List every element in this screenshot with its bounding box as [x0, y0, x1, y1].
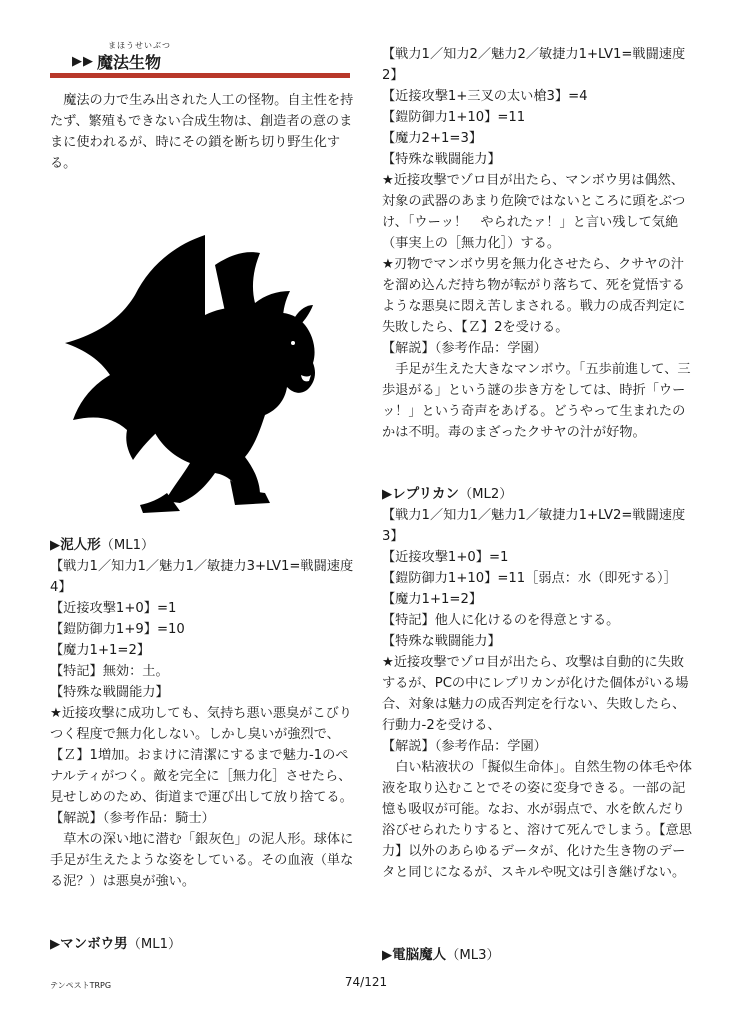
triangle-bullet-icon: ▶ [50, 937, 61, 952]
monster-ability: ★刃物でマンボウ男を無力化させたら、クサヤの汁を溜め込んだ持ち物が転がり落ちて、死を覚悟するような悪臭に悶え苦しまされる。戦力の成否判定に失敗したら、【Ｚ】2を受ける。 [382, 257, 686, 335]
monster-level: （ML1） [100, 538, 155, 553]
section-underline-bar [50, 73, 350, 78]
monster-ability-heading: 【特殊な戦闘能力】 [382, 634, 501, 649]
triangle-bullet-icon: ▶ [50, 538, 61, 553]
footer-book-title: テンペストTRPG [50, 981, 112, 990]
monster-heading [382, 484, 692, 505]
monster-commentary: 手足が生えた大きなマンボウ。「五歩前進して、三歩退がる」という謎の歩き方をしては、時折「ウーッ！」という奇声をあげる。どうやって生まれたのかは不明。毒のまざったクサヤの汁が好物。 [382, 362, 691, 440]
monster-entry-replican [382, 484, 692, 883]
monster-commentary-heading: 【解説】（参考作品：騎士） [50, 811, 215, 826]
monster-entry-doronin [50, 535, 356, 892]
monster-heading [382, 945, 692, 966]
monster-commentary: 白い粘液状の「擬似生命体」。自然生物の体毛や体液を取り込むことでその姿に変身できる。一部の記憶も吸収が可能。なお、水が弱点で、水を飲んだり浴びせられたりすると、溶けて死んでしまう。【意思力】以外のあらゆるデータが、化けた生き物のデータと同じになるが、スキルや呪文は引き継げない。 [382, 760, 692, 880]
triangle-bullet-icon: ▶ [382, 948, 393, 963]
monster-ability-heading: 【特殊な戦闘能力】 [382, 152, 501, 167]
monster-magic: 【魔力2+1=3】 [382, 131, 483, 146]
monster-ability: ★近接攻撃に成功しても、気持ち悪い悪臭がこびりつく程度で無力化しない。しかし臭いが強烈で、【Ｚ】1増加。おまけに清潔にするまで魅力-1のペナルティがつく。敵を完全に［無力化］させたら、見せしめのため、街道まで運び出して放り捨てる。 [50, 706, 353, 805]
monster-ability: ★近接攻撃でゾロ目が出たら、マンボウ男は偶然、対象の武器のあまり危険ではないところに頭をぶつけ、「ウーッ！ やられたァ！」と言い残して気絶（事実上の［無力化］）する。 [382, 173, 686, 251]
monster-magic: 【魔力1+1=2】 [382, 592, 483, 607]
monster-entry-manbou-heading [50, 934, 356, 955]
monster-stats: 【戦力1／知力2／魅力2／敏捷力1+LV1=戦闘速度2】 [382, 47, 686, 83]
triangle-bullet-icon: ▶ [72, 54, 82, 69]
monster-stats: 【戦力1／知力1／魅力1／敏捷力1+LV2=戦闘速度3】 [382, 508, 686, 544]
monster-melee: 【近接攻撃1+0】=1 [382, 550, 509, 565]
monster-entry-manbou [382, 44, 692, 443]
monster-commentary-heading: 【解説】（参考作品：学園） [382, 739, 547, 754]
triangle-bullet-icon: ▶ [382, 487, 393, 502]
monster-entry-dennou-heading [382, 945, 692, 966]
intro-block [50, 90, 356, 174]
monster-ability-heading: 【特殊な戦闘能力】 [50, 685, 169, 700]
monster-armor: 【鎧防御力1+9】=10 [50, 622, 185, 637]
monster-commentary: 草木の深い地に潜む「銀灰色」の泥人形。球体に手足が生えたような姿をしている。その血液（単なる泥？）は悪臭が強い。 [50, 832, 354, 889]
monster-armor: 【鎧防御力1+10】=11 [382, 110, 526, 125]
monster-name: レプリカン [392, 486, 459, 502]
section-title-row [72, 50, 161, 73]
triangle-bullet-icon: ▶ [83, 54, 93, 69]
monster-heading [50, 535, 356, 556]
intro-paragraph: 魔法の力で生み出された人工の怪物。自主性を持たず、繁殖もできない合成生物は、創造者の意のままに使われるが、時にその鎖を断ち切り野生化する。 [50, 93, 354, 171]
monster-name: 電脳魔人 [392, 947, 447, 963]
monster-stats: 【戦力1／知力1／魅力1／敏捷力3+LV1=戦闘速度4】 [50, 559, 354, 595]
gargoyle-silhouette-image [55, 225, 345, 515]
monster-magic: 【魔力1+1=2】 [50, 643, 151, 658]
monster-level: （ML2） [458, 487, 513, 502]
monster-ability: ★近接攻撃でゾロ目が出たら、攻撃は自動的に失敗するが、PCの中にレプリカンが化けた個体がいる場合、対象は魅力の成否判定を行ない、失敗したら、行動力-2を受ける、 [382, 655, 689, 733]
section-title-ruby: まほうせいぶつ [108, 41, 171, 50]
monster-commentary-heading: 【解説】（参考作品：学園） [382, 341, 547, 356]
monster-level: （ML1） [127, 937, 182, 952]
section-title: 魔法生物 [97, 53, 162, 72]
monster-name: マンボウ男 [60, 936, 128, 952]
monster-melee: 【近接攻撃1+三叉の太い槍3】=4 [382, 89, 588, 104]
monster-name: 泥人形 [60, 537, 101, 553]
monster-melee: 【近接攻撃1+0】=1 [50, 601, 177, 616]
monster-armor: 【鎧防御力1+10】=11［弱点：水（即死する）］ [382, 571, 677, 586]
page-number: 74/121 [344, 975, 388, 989]
monster-heading [50, 934, 356, 955]
monster-level: （ML3） [446, 948, 500, 963]
monster-special: 【特記】無効：土。 [50, 664, 169, 679]
monster-special: 【特記】他人に化けるのを得意とする。 [382, 613, 620, 628]
